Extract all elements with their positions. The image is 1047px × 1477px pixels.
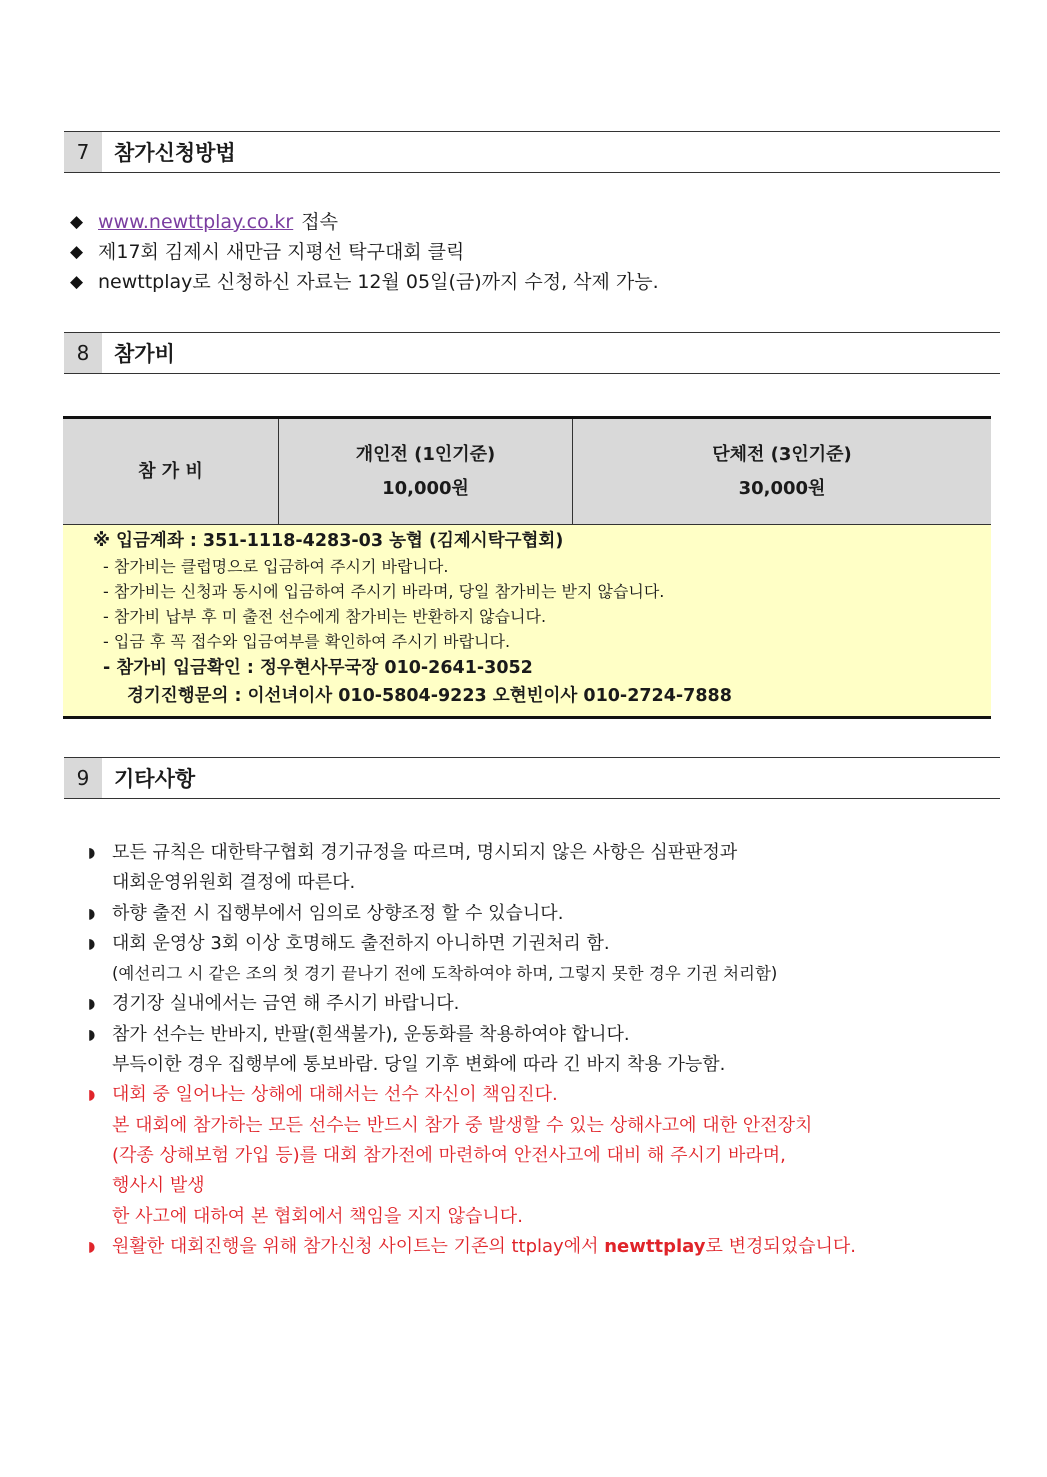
section-number: 9: [64, 758, 102, 798]
list-item: [70, 207, 659, 237]
diamond-bullet-icon: ◆: [70, 212, 84, 232]
individual-title: 개인전 (1인기준): [355, 443, 496, 465]
apply-list: [70, 207, 659, 297]
half-circle-bullet-icon: ◗: [88, 1238, 96, 1255]
misc-text: 부득이한 경우 집행부에 통보바람. 당일 기후 변화에 따라 긴 바지 착용 가능함.: [112, 1054, 726, 1076]
fee-header-row: [63, 419, 991, 525]
diamond-bullet-icon: ◆: [70, 242, 84, 262]
fee-note-line: - 참가비는 신청과 동시에 입금하여 주시기 바라며, 당일 참가비는 받지 않습니다.: [103, 582, 665, 601]
team-title: 단체전 (3인기준): [712, 443, 852, 465]
half-circle-bullet-icon: ◗: [88, 1026, 96, 1043]
list-item: [70, 267, 659, 297]
misc-text: 한 사고에 대하여 본 협회에서 책임을 지지 않습니다.: [112, 1205, 523, 1227]
half-circle-bullet-icon: ◗: [88, 935, 96, 952]
misc-text: [112, 1232, 856, 1262]
misc-text: 대회 운영상 3회 이상 호명해도 출전하지 아니하면 기권처리 함.: [112, 932, 610, 954]
match-contact: 경기진행문의 : 이선녀이사 010-5804-9223 오현빈이사 010-2724-7888: [127, 686, 732, 706]
list-item: [70, 237, 659, 267]
apply-line: 제17회 김제시 새만금 지평선 탁구대회 클릭: [98, 241, 465, 263]
fee-notes: [63, 525, 991, 716]
apply-line: newttplay로 신청하신 자료는 12월 05일(금)까지 수정, 삭제 가능.: [98, 271, 659, 293]
list-item: [88, 1232, 856, 1262]
link-suffix: 접속: [301, 211, 338, 233]
fee-note-line: - 입금 후 꼭 접수와 입금여부를 확인하여 주시기 바랍니다.: [103, 632, 511, 651]
misc-text: 하향 출전 시 집행부에서 임의로 상향조정 할 수 있습니다.: [112, 902, 564, 924]
misc-text-part: 로 변경되었습니다.: [705, 1235, 856, 1257]
list-item: [88, 989, 856, 1019]
fee-note-line: - 참가비는 클럽명으로 입금하여 주시기 바랍니다.: [103, 557, 449, 576]
half-circle-bullet-icon: ◗: [88, 996, 96, 1013]
list-item: [88, 838, 856, 868]
section-number: 7: [64, 132, 102, 172]
team-amount: 30,000원: [738, 477, 826, 499]
individual-fee-cell: [278, 419, 572, 524]
fee-label: 참 가 비: [138, 460, 203, 482]
section-7-header: [64, 131, 1000, 173]
newttplay-bold: newttplay: [604, 1235, 706, 1257]
individual-amount: 10,000원: [382, 477, 469, 499]
misc-text: 참가 선수는 반바지, 반팔(흰색불가), 운동화를 착용하여야 합니다.: [112, 1023, 630, 1045]
misc-text-part: 원활한 대회진행을 위해 참가신청 사이트는 기존의 ttplay에서: [112, 1235, 605, 1257]
fee-note-line: - 참가비 납부 후 미 출전 선수에게 참가비는 반환하지 않습니다.: [103, 607, 547, 626]
misc-text: 모든 규칙은 대한탁구협회 경기규정을 따르며, 명시되지 않은 사항은 심판판정과: [112, 842, 738, 863]
newttplay-link[interactable]: www.newttplay.co.kr: [98, 211, 294, 233]
misc-text: 본 대회에 참가하는 모든 선수는 반드시 참가 중 발생할 수 있는 상해사고에 대한 안전장치: [112, 1114, 813, 1136]
section-title: 기타사항: [114, 767, 196, 791]
list-item: [88, 929, 856, 959]
misc-text: (각종 상해보험 가입 등)를 대회 참가전에 마련하여 안전사고에 대비 해 주시기 바라며,: [112, 1144, 786, 1166]
half-circle-bullet-icon: ◗: [88, 905, 96, 922]
list-item: [88, 899, 856, 929]
misc-text: 대회 중 일어나는 상해에 대해서는 선수 자신이 책임진다.: [112, 1084, 558, 1106]
misc-text: 대회운영위원회 결정에 따른다.: [112, 872, 356, 894]
team-fee-cell: [572, 419, 991, 524]
diamond-bullet-icon: ◆: [70, 272, 84, 292]
list-item: [88, 1020, 856, 1050]
section-title: 참가비: [114, 342, 175, 366]
half-circle-bullet-icon: ◗: [88, 1087, 96, 1104]
half-circle-bullet-icon: ◗: [88, 845, 96, 861]
section-8-header: [64, 332, 1000, 374]
list-item: [88, 1080, 856, 1110]
misc-text: 행사시 발생: [112, 1175, 205, 1197]
section-title: 참가신청방법: [114, 141, 236, 165]
section-number: 8: [64, 333, 102, 373]
misc-text: 경기장 실내에서는 금연 해 주시기 바랍니다.: [112, 993, 460, 1015]
account-info: ※ 입금계좌 : 351-1118-4283-03 농협 (김제시탁구협회): [93, 531, 564, 551]
fee-table: [63, 416, 991, 719]
fee-label-cell: [63, 419, 278, 524]
section-9-header: [64, 757, 1000, 799]
payment-contact: - 참가비 입금확인 : 정우현사무국장 010-2641-3052: [103, 658, 533, 678]
misc-text: (예선리그 시 같은 조의 첫 경기 끝나기 전에 도착하여야 하며, 그렇지 못한 경우 기권 처리함): [112, 964, 778, 984]
misc-list: [88, 838, 856, 1262]
